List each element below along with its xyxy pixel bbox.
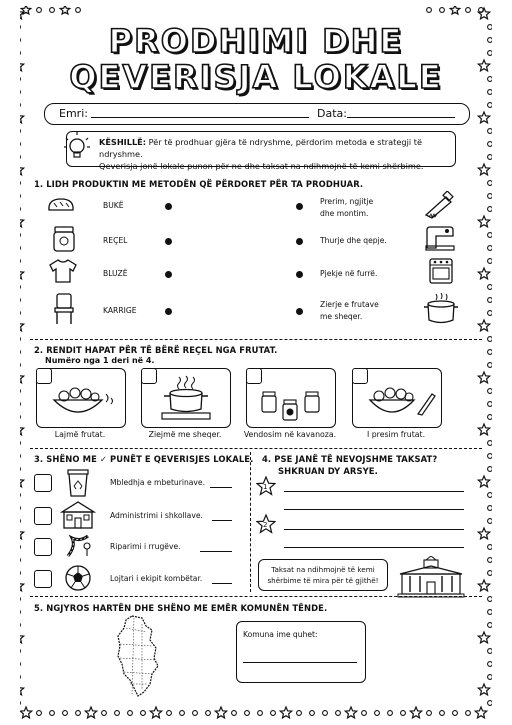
task-label-roads: Riparimi i rrugëve. [110, 542, 181, 551]
border-star-icon [450, 6, 460, 14]
border-dot [245, 711, 250, 716]
border-star-icon [478, 684, 489, 695]
bread-icon [46, 195, 76, 215]
task-label-schools: Administrimi i shkollave. [110, 511, 203, 520]
border-dot [488, 623, 492, 628]
tip-line1: Për të prodhuar gjëra të ndryshme, përdorim metoda e strategji të ndryshme. [99, 137, 423, 159]
tip-box [66, 131, 456, 171]
border-dot [488, 701, 492, 706]
name-input-line[interactable] [91, 117, 309, 118]
task-label-football: Lojtari i ekipit kombëtar. [110, 574, 203, 583]
border-star-icon [478, 216, 489, 227]
jars-icon [260, 388, 326, 422]
page-title-line1: PRODHIMI DHE [108, 22, 404, 60]
border-dot [427, 711, 432, 716]
municipality-input-line[interactable] [243, 662, 357, 663]
date-input-line[interactable] [347, 117, 455, 118]
border-dot [488, 155, 492, 160]
border-star-icon [475, 707, 486, 718]
border-star-icon [20, 684, 24, 695]
border-dot [336, 711, 341, 716]
border-dot [206, 711, 211, 716]
task-line-waste [210, 487, 232, 488]
border-dot [76, 8, 81, 13]
border-dot [488, 610, 492, 615]
border-star-icon [478, 632, 489, 643]
border-dot [488, 259, 492, 264]
date-label: Data: [317, 107, 347, 120]
border-dot [488, 467, 492, 472]
border-star-icon [478, 580, 489, 591]
border-dot [401, 711, 406, 716]
border-star-icon [20, 112, 24, 123]
border-star-icon [478, 372, 489, 383]
border-star-icon [478, 424, 489, 435]
product-dot-jam[interactable] [165, 238, 172, 245]
border-dot [488, 662, 492, 667]
step-caption-4: I presim frutat. [366, 430, 426, 439]
answer-line-1b[interactable] [284, 509, 464, 510]
border-dot [440, 8, 445, 13]
border-star-icon [478, 112, 489, 123]
divider-3 [30, 596, 482, 597]
border-dot [488, 506, 492, 511]
step-caption-1: Lajmë frutat. [54, 430, 106, 439]
star-number-1: 1 [263, 483, 268, 491]
divider-vertical [250, 452, 251, 592]
border-dot [102, 711, 107, 716]
border-dot [488, 311, 492, 316]
section4-heading-line2: SHKRUAN DY ARSYE. [278, 466, 378, 476]
border-star-icon [410, 707, 421, 718]
divider-2 [30, 448, 482, 449]
step-caption-3: Vendosim në kavanoza. [243, 430, 337, 439]
municipality-box [236, 621, 366, 683]
border-star-icon [478, 476, 489, 487]
method-dot-oven[interactable] [296, 271, 303, 278]
step-number-box-3[interactable] [246, 368, 262, 384]
border-dot [488, 441, 492, 446]
border-star-icon [345, 707, 356, 718]
tip-line2: Qeverisja jonë lokale punon për ne dhe taksat na ndihmojnë të kemi shërbime. [99, 161, 424, 171]
border-dot [128, 711, 133, 716]
boiling-pot-icon [160, 375, 212, 421]
border-star-icon [215, 707, 226, 718]
border-dot [271, 711, 276, 716]
recycle-bin-icon [64, 468, 92, 498]
product-dot-bread[interactable] [165, 203, 172, 210]
border-dot [488, 415, 492, 420]
border-star-icon [60, 6, 70, 14]
border-dot [466, 8, 471, 13]
border-dot [232, 711, 237, 716]
border-dot [466, 711, 471, 716]
border-dot [488, 454, 492, 459]
road-icon [66, 532, 92, 558]
border-dot [488, 103, 492, 108]
border-dot [63, 711, 68, 716]
sewing-machine-icon [424, 224, 456, 252]
divider-1 [30, 339, 482, 340]
town-hall-icon [396, 556, 466, 598]
border-dot [488, 194, 492, 199]
task-line-roads [200, 551, 232, 552]
product-dot-tshirt[interactable] [165, 271, 172, 278]
answer-line-2a[interactable] [284, 529, 464, 530]
border-dot [488, 649, 492, 654]
name-date-bar [44, 103, 470, 125]
border-dot [37, 8, 42, 13]
task-label-waste: Mbledhja e mbeturinave. [110, 478, 206, 487]
cooking-pot-icon [424, 292, 458, 326]
tax-note-box [258, 559, 388, 591]
method-label-oven: Pjekje në furrë. [320, 269, 378, 278]
border-dot [488, 181, 492, 186]
border-dot [362, 711, 367, 716]
jam-jar-icon [52, 225, 76, 253]
fruit-bowl-knife-icon [366, 384, 438, 420]
border-dot [323, 711, 328, 716]
method-dot-saw[interactable] [296, 203, 303, 210]
municipality-label: Komuna ime quhet: [243, 630, 318, 639]
border-dot [488, 363, 492, 368]
border-dot [488, 207, 492, 212]
answer-line-1a[interactable] [284, 491, 464, 492]
border-dot [76, 711, 81, 716]
border-dot [488, 350, 492, 355]
border-star-icon [20, 372, 24, 383]
border-dot [488, 298, 492, 303]
tshirt-icon [48, 258, 78, 284]
border-dot [488, 545, 492, 550]
checkbox-schools[interactable] [34, 507, 52, 525]
border-dot [488, 389, 492, 394]
border-star-icon [280, 707, 291, 718]
border-star-icon [20, 580, 24, 591]
step-caption-2: Ziejmë me sheqer. [148, 430, 222, 439]
border-star-icon [20, 632, 24, 643]
border-star-icon [150, 707, 161, 718]
star-number-2: 2 [263, 521, 268, 529]
border-dot [488, 246, 492, 251]
oven-icon [428, 257, 454, 285]
border-star-icon [20, 268, 24, 279]
product-label-tshirt: BLUZË [103, 269, 128, 278]
border-star-icon [478, 528, 489, 539]
product-label-bread: BUKË [103, 201, 124, 210]
section2-heading: 2. RENDIT HAPAT PËR TË BËRË REÇEL NGA FRUTAT. [34, 345, 278, 355]
border-dot [488, 558, 492, 563]
chair-icon [52, 292, 76, 326]
border-dot [440, 711, 445, 716]
border-dot [453, 711, 458, 716]
section3-heading: 3. SHËNO ME ✓ PUNËT E QEVERISJES LOKALE. [34, 454, 254, 464]
product-label-chair: KARRIGE [103, 306, 137, 315]
border-star-icon [20, 707, 31, 718]
section5-heading: 5. NGJYROS HARTËN DHE SHËNO ME EMËR KOMUNËN TËNDE. [34, 603, 328, 613]
border-star-icon [478, 268, 489, 279]
border-dot [388, 711, 393, 716]
border-star-icon [20, 320, 24, 331]
border-dot [193, 711, 198, 716]
page-title-line2: QEVERISJA LOKALE [69, 58, 443, 96]
border-dot [488, 597, 492, 602]
border-dot [115, 711, 120, 716]
border-star-icon [20, 424, 24, 435]
border-dot [180, 711, 185, 716]
border-dot [488, 493, 492, 498]
task-line-schools [212, 520, 232, 521]
border-dot [427, 8, 432, 13]
task-line-football [212, 583, 232, 584]
border-dot [50, 711, 55, 716]
step-number-box-2[interactable] [141, 368, 157, 384]
border-dot [488, 285, 492, 290]
method-label-pot: Zierje e frutave me sheqer. [320, 300, 379, 321]
method-label-sewing: Thurje dhe qepje. [320, 236, 387, 245]
border-star-icon [20, 216, 24, 227]
border-dot [167, 711, 172, 716]
section4-heading-line1: 4. PSE JANË TË NEVOJSHME TAKSAT? [262, 454, 438, 464]
border-dot [488, 675, 492, 680]
step-number-box-4[interactable] [352, 368, 368, 384]
tax-note-line2: shërbime të mira për të gjithë! [267, 576, 379, 585]
border-star-icon [478, 320, 489, 331]
border-dot [488, 337, 492, 342]
border-dot [488, 402, 492, 407]
method-dot-sewing[interactable] [296, 238, 303, 245]
border-dot [141, 711, 146, 716]
product-label-jam: REÇEL [103, 236, 128, 245]
border-dot [37, 711, 42, 716]
border-dot [258, 711, 263, 716]
border-dot [297, 711, 302, 716]
tax-note-line1: Taksat na ndihmojnë të kemi [271, 565, 375, 574]
border-star-icon [478, 8, 489, 19]
border-dot [488, 129, 492, 134]
border-star-icon [20, 528, 24, 539]
border-star-icon [20, 164, 24, 175]
albania-map-icon[interactable] [112, 614, 164, 698]
border-dot [375, 711, 380, 716]
fruit-bowl-washing-icon [48, 384, 120, 420]
saw-icon [424, 191, 454, 219]
checkbox-football[interactable] [34, 570, 52, 588]
checkbox-waste[interactable] [34, 474, 52, 492]
border-dot [488, 233, 492, 238]
border-dot [488, 571, 492, 576]
border-dot [488, 142, 492, 147]
name-label: Emri: [59, 107, 88, 120]
border-star-icon [85, 707, 96, 718]
border-dot [50, 8, 55, 13]
border-dot [488, 519, 492, 524]
checkbox-roads[interactable] [34, 538, 52, 556]
method-dot-pot[interactable] [296, 308, 303, 315]
tip-label: KËSHILLË: [99, 137, 147, 147]
answer-line-2b[interactable] [284, 547, 464, 548]
border-star-icon [20, 476, 24, 487]
method-label-saw: Prerim, ngjitje dhe montim. [320, 197, 374, 218]
border-dot [310, 711, 315, 716]
soccer-ball-icon [64, 564, 92, 592]
section2-instruction: Numëro nga 1 deri në 4. [45, 356, 155, 365]
section1-heading: 1. LIDH PRODUKTIN ME METODËN QË PËRDORET PËR TA PRODHUAR. [34, 179, 364, 189]
product-dot-chair[interactable] [165, 308, 172, 315]
school-icon [60, 500, 96, 530]
step-number-box-1[interactable] [36, 368, 52, 384]
border-star-icon [478, 164, 489, 175]
